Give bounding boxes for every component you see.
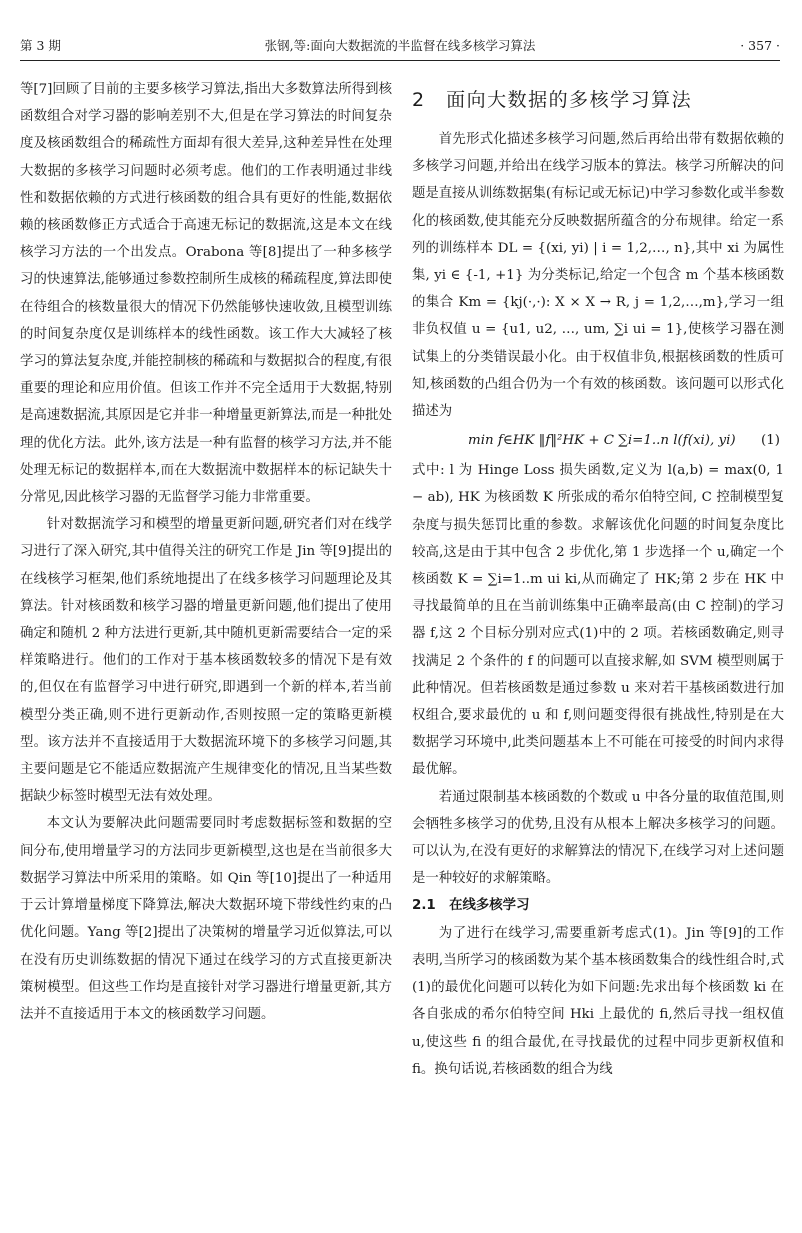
paragraph: 若通过限制基本核函数的个数或 u 中各分量的取值范围,则会牺牲多核学习的优势,且没有从根本上解决多核学习的问题。可以认为,在没有更好的求解算法的情况下,在线学习对上述问题是一种较好的求解策略。 — [412, 789, 784, 887]
equation — [412, 425, 784, 457]
issue-number: 第 3 期 — [20, 38, 61, 53]
subsection-title: 2.1 在线多核学习 — [412, 898, 530, 914]
page-header — [20, 36, 780, 61]
page-number: · 357 · — [740, 38, 780, 53]
equation-number: (1) — [761, 433, 780, 449]
right-column — [412, 76, 784, 1083]
paragraph: 为了进行在线学习,需要重新考虑式(1)。Jin 等[9]的工作表明,当所学习的核函数为某个基本核函数集合的线性组合时,式(1)的最优化问题可以转化为如下问题:先求出每个核函数 ki 在各自张成的希尔伯特空间 Hki 上最优的 fi,然后寻找一组权值 u,使这些 fi 的组合最优,在寻找最优的过程中同步更新权值和 fi。换句话说,若核函数的组合为线 — [412, 925, 784, 1077]
paragraph: 本文认为要解决此问题需要同时考虑数据标签和数据的空间分布,使用增量学习的方法同步更新模型,这也是在当前很多大数据学习算法中所采用的策略。如 Qin 等[10]提出了一种适用于云计算增量梯度下降算法,解决大数据环境下带线性约束的凸优化问题。Yang 等[2]提出了决策树的增量学习近似算法,可以在没有历史训练数据的情况下通过在线学习的方式直接更新决策树模型。但这些工作均是直接针对学习器进行增量更新,其方法并不直接适用于本文的核函数学习问题。 — [20, 816, 392, 1022]
paragraph: 针对数据流学习和模型的增量更新问题,研究者们对在线学习进行了深入研究,其中值得关注的研究工作是 Jin 等[9]提出的在线核学习框架,他们系统地提出了在线多核学习问题理论及其算法。针对核函数和核学习器的增量更新问题,他们提出了使用确定和随机 2 种方法进行更新,其中随机更新需要结合一定的采样策略进行。他们的工作对于基本核函数较多的情况下是有效的,但仅在有监督学习中进行研究,即遇到一个新的样本,若当前模型分类正确,则不进行更新动作,否则按照一定的策略更新模型。该方法并不直接适用于大数据流环境下的多核学习问题,其主要问题是它不能适应数据流产生规律变化的情况,且当某些数据缺少标签时模型无法有效处理。 — [20, 517, 392, 805]
paragraph: 等[7]回顾了目前的主要多核学习算法,指出大多数算法所得到核函数组合对学习器的影响差别不大,但是在学习算法的时间复杂度及核函数组合的稀疏性方面却有很大差异,这种差异性在处理大数据的多核学习问题时必须考虑。他们的工作表明通过非线性和数据依赖的方式进行核函数的组合具有更好的性能,数据依赖的核函数修正方式适合于高速无标记的数据流,这是本文在线核学习方法的一个出发点。Orabona 等[8]提出了一种多核学习的快速算法,能够通过参数控制所生成核的稀疏程度,算法即使在待组合的核数量很大的情况下仍然能够快速收敛,且模型训练的时间复杂度仅是训练样本的线性函数。该工作大大减轻了核学习的算法复杂度,并能控制核的稀疏和与数据拟合的程度,有很重要的理论和应用价值。但该工作并不完全适用于大数据,特别是高速数据流,其原因是它并非一种增量更新算法,而是一种批处理的优化方法。此外,该方法是一种有监督的核学习方法,并不能处理无标记的数据样本,而在大数据流中数据样本的标记缺失十分常见,因此核学习器的无监督学习能力非常重要。 — [20, 82, 392, 506]
left-column — [20, 76, 392, 1028]
section-title: 2 面向大数据的多核学习算法 — [412, 89, 693, 111]
paragraph: 式中: l 为 Hinge Loss 损失函数,定义为 l(a,b) = max(0, 1 − ab), HK 为核函数 K 所张成的希尔伯特空间, C 控制模型复杂度与损失惩罚比重的参数。求解该优化问题的时间复杂度比较高,这是由于其中包含 2 步优化,第 1 步选择一个 u,确定一个核函数 K = ∑i=1..m ui ki,从而确定了 HK;第 2 步在 HK 中寻找最简单的且在当前训练集中正确率最高(由 C 控制)的学习器 f,这 2 个目标分别对应式(1)中的 2 项。若核函数确定,则寻找满足 2 个条件的 f 的问题可以直接求解,如 SVM 模型则属于此种情况。但若核函数是通过参数 u 来对若干基核函数进行加权组合,要求最优的 u 和 f,则问题变得很有挑战性,特别是在大数据学习环境中,此类问题基本上不可能在可接受的时间内求得最优解。 — [412, 463, 784, 778]
equation-body: min f∈HK ‖f‖²HK + C ∑i=1..n l(f(xi), yi) — [468, 433, 736, 449]
paragraph: 首先形式化描述多核学习问题,然后再给出带有数据依赖的多核学习问题,并给出在线学习版本的算法。核学习所解决的问题是直接从训练数据集(有标记或无标记)中学习参数化或半参数化的核函数,使其能充分反映数据所蕴含的分布规律。给定一系列的训练样本 DL = {(xi, yi) | i = 1,2,…, n},其中 xi 为属性集, yi ∈ {-1, +1} 为分类标记,给定一个包含 m 个基本核函数的集合 Km = {kj(·,·): X × X → R, j = 1,2,…,m},学习一组非负权值 u = {u1, u2, …, um, ∑i ui = 1},使核学习器在测试集上的分类错误最小化。由于权值非负,根据核函数的性质可知,核函数的凸组合仍为一个有效的核函数。该问题可以形式化描述为 — [412, 132, 784, 420]
running-title: 张钢,等:面向大数据流的半监督在线多核学习算法 — [264, 38, 536, 53]
